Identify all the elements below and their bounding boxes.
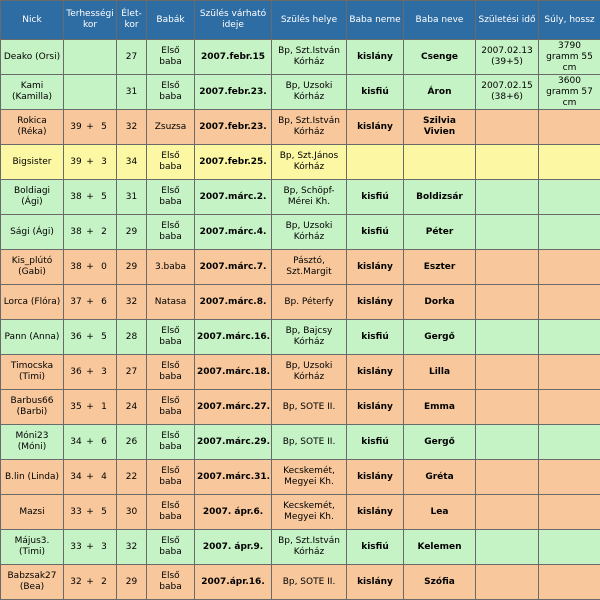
cell-age: 32 — [117, 530, 147, 565]
cell-weight-length — [539, 285, 600, 320]
table-row — [1, 110, 600, 145]
cell-birth-place: Kecskemét, Megyei Kh. — [272, 495, 347, 530]
cell-birth-time — [476, 180, 539, 215]
cell-age: 30 — [117, 495, 147, 530]
cell-babies: Első baba — [147, 425, 195, 460]
cell-baby-name: Áron — [404, 75, 476, 110]
cell-pregnancy-age — [64, 565, 117, 600]
cell-babies: Első baba — [147, 495, 195, 530]
cell-age: 22 — [117, 460, 147, 495]
cell-nick: Boldiagi (Ági) — [1, 180, 64, 215]
cell-baby-name: Gréta — [404, 460, 476, 495]
cell-birth-time — [476, 145, 539, 180]
cell-birth-time — [476, 565, 539, 600]
cell-baby-sex: kislány — [347, 110, 404, 145]
cell-pregnancy-age — [64, 320, 117, 355]
cell-birth-time — [476, 460, 539, 495]
cell-birth-place: Bp, Szt.János Kórház — [272, 145, 347, 180]
cell-age: 27 — [117, 40, 147, 75]
cell-baby-name: Csenge — [404, 40, 476, 75]
cell-babies: Első baba — [147, 40, 195, 75]
cell-pregnancy-age — [64, 180, 117, 215]
cell-weight-length — [539, 250, 600, 285]
cell-birth-time — [476, 530, 539, 565]
cell-baby-sex: kisfiú — [347, 530, 404, 565]
cell-age: 31 — [117, 75, 147, 110]
cell-due-date: 2007.febr.23. — [195, 75, 272, 110]
cell-nick: Bigsister — [1, 145, 64, 180]
cell-nick: Kis_plútó (Gabi) — [1, 250, 64, 285]
cell-baby-name: Boldizsár — [404, 180, 476, 215]
pregnancy-plus: + — [86, 541, 94, 552]
header-birth-place: Szülés helye — [272, 1, 347, 40]
cell-birth-time: 2007.02.15 (38+6) — [476, 75, 539, 110]
pregnancy-days: 6 — [101, 436, 107, 447]
cell-baby-sex: kislány — [347, 460, 404, 495]
cell-nick: Rokica (Réka) — [1, 110, 64, 145]
cell-baby-sex: kislány — [347, 390, 404, 425]
cell-baby-name: Kelemen — [404, 530, 476, 565]
cell-due-date: 2007.febr.15 — [195, 40, 272, 75]
cell-babies: Natasa — [147, 285, 195, 320]
pregnancy-weeks: 33 — [70, 506, 82, 517]
cell-pregnancy-age — [64, 495, 117, 530]
cell-nick: Május3. (Timi) — [1, 530, 64, 565]
pregnancy-plus: + — [86, 261, 94, 272]
cell-baby-name: Szófia — [404, 565, 476, 600]
cell-babies: Zsuzsa — [147, 110, 195, 145]
cell-baby-name: Lilla — [404, 355, 476, 390]
cell-birth-place: Bp, Szt.István Kórház — [272, 40, 347, 75]
pregnancy-days: 1 — [101, 401, 107, 412]
cell-due-date: 2007.márc.2. — [195, 180, 272, 215]
cell-birth-time — [476, 215, 539, 250]
cell-weight-length — [539, 145, 600, 180]
header-babies: Babák — [147, 1, 195, 40]
table-row — [1, 355, 600, 390]
pregnancy-weeks: 33 — [70, 541, 82, 552]
cell-nick: Kami (Kamilla) — [1, 75, 64, 110]
pregnancy-weeks: 38 — [70, 191, 82, 202]
cell-weight-length: 3600 gramm 57 cm — [539, 75, 600, 110]
cell-nick: Lorca (Flóra) — [1, 285, 64, 320]
pregnancy-plus: + — [86, 471, 94, 482]
pregnancy-weeks: 35 — [70, 401, 82, 412]
pregnancy-weeks: 39 — [70, 156, 82, 167]
pregnancy-plus: + — [86, 401, 94, 412]
cell-baby-name: Gergő — [404, 425, 476, 460]
cell-baby-sex: kisfiú — [347, 180, 404, 215]
cell-baby-sex: kislány — [347, 285, 404, 320]
cell-due-date: 2007.márc.4. — [195, 215, 272, 250]
cell-babies: Első baba — [147, 355, 195, 390]
cell-age: 34 — [117, 145, 147, 180]
pregnancy-days: 6 — [101, 296, 107, 307]
pregnancy-plus: + — [86, 191, 94, 202]
cell-birth-time — [476, 495, 539, 530]
pregnancy-days: 3 — [101, 156, 107, 167]
cell-birth-place: Bp, SOTE II. — [272, 425, 347, 460]
cell-pregnancy-age — [64, 40, 117, 75]
cell-babies: Első baba — [147, 145, 195, 180]
table-row — [1, 565, 600, 600]
pregnancy-days: 4 — [101, 471, 107, 482]
cell-birth-place: Bp, Bajcsy Kórház — [272, 320, 347, 355]
cell-birth-place: Bp. Péterfy — [272, 285, 347, 320]
table-row — [1, 390, 600, 425]
pregnancy-weeks: 38 — [70, 261, 82, 272]
cell-birth-place: Bp, Szt.István Kórház — [272, 530, 347, 565]
pregnancy-plus: + — [86, 331, 94, 342]
pregnancy-weeks: 34 — [70, 471, 82, 482]
header-row — [1, 1, 600, 40]
cell-babies: Első baba — [147, 320, 195, 355]
cell-babies: Első baba — [147, 390, 195, 425]
cell-age: 24 — [117, 390, 147, 425]
table-row — [1, 320, 600, 355]
cell-baby-sex: kisfiú — [347, 75, 404, 110]
header-age: Élet-kor — [117, 1, 147, 40]
cell-birth-time — [476, 320, 539, 355]
pregnancy-weeks: 38 — [70, 226, 82, 237]
cell-birth-place: Bp, Schöpf-Mérei Kh. — [272, 180, 347, 215]
pregnancy-days: 3 — [101, 366, 107, 377]
pregnancy-weeks: 36 — [70, 331, 82, 342]
cell-pregnancy-age — [64, 110, 117, 145]
pregnancy-plus: + — [86, 506, 94, 517]
cell-pregnancy-age — [64, 530, 117, 565]
cell-pregnancy-age — [64, 215, 117, 250]
cell-nick: Móni23 (Móni) — [1, 425, 64, 460]
cell-baby-name: Szilvia Vivien — [404, 110, 476, 145]
table-row — [1, 75, 600, 110]
cell-baby-sex: kislány — [347, 495, 404, 530]
cell-baby-sex: kislány — [347, 565, 404, 600]
cell-weight-length — [539, 460, 600, 495]
pregnancy-days: 3 — [101, 541, 107, 552]
cell-due-date: 2007.márc.8. — [195, 285, 272, 320]
cell-nick: Mazsi — [1, 495, 64, 530]
pregnancy-days: 0 — [101, 261, 107, 272]
pregnancy-weeks: 36 — [70, 366, 82, 377]
header-baby-sex: Baba neme — [347, 1, 404, 40]
cell-weight-length — [539, 390, 600, 425]
cell-due-date: 2007.márc.27. — [195, 390, 272, 425]
pregnancy-plus: + — [86, 226, 94, 237]
cell-baby-sex: kislány — [347, 40, 404, 75]
cell-due-date: 2007.márc.31. — [195, 460, 272, 495]
cell-age: 29 — [117, 215, 147, 250]
table-row — [1, 530, 600, 565]
cell-babies: Első baba — [147, 460, 195, 495]
table-row — [1, 285, 600, 320]
cell-age: 29 — [117, 250, 147, 285]
cell-babies: 3.baba — [147, 250, 195, 285]
cell-baby-name: Dorka — [404, 285, 476, 320]
cell-age: 31 — [117, 180, 147, 215]
cell-weight-length — [539, 530, 600, 565]
cell-babies: Első baba — [147, 565, 195, 600]
header-pregnancy-age: Terhességi kor — [64, 1, 117, 40]
pregnancy-days: 2 — [101, 576, 107, 587]
cell-due-date: 2007.márc.29. — [195, 425, 272, 460]
cell-due-date: 2007.márc.7. — [195, 250, 272, 285]
table-row — [1, 495, 600, 530]
header-weight-length: Súly, hossz — [539, 1, 600, 40]
cell-pregnancy-age — [64, 460, 117, 495]
pregnancy-plus: + — [86, 576, 94, 587]
cell-baby-sex: kislány — [347, 355, 404, 390]
pregnancy-days: 2 — [101, 226, 107, 237]
cell-nick: Timocska (Timi) — [1, 355, 64, 390]
cell-weight-length — [539, 110, 600, 145]
pregnancy-days: 5 — [101, 191, 107, 202]
header-baby-name: Baba neve — [404, 1, 476, 40]
table-row — [1, 180, 600, 215]
cell-pregnancy-age — [64, 75, 117, 110]
table-row — [1, 145, 600, 180]
cell-nick: B.lin (Linda) — [1, 460, 64, 495]
pregnancy-days: 5 — [101, 506, 107, 517]
cell-age: 28 — [117, 320, 147, 355]
cell-birth-time — [476, 285, 539, 320]
cell-weight-length: 3790 gramm 55 cm — [539, 40, 600, 75]
pregnancy-plus: + — [86, 121, 94, 132]
cell-weight-length — [539, 495, 600, 530]
cell-age: 26 — [117, 425, 147, 460]
cell-weight-length — [539, 320, 600, 355]
cell-nick: Pann (Anna) — [1, 320, 64, 355]
cell-birth-time: 2007.02.13 (39+5) — [476, 40, 539, 75]
pregnancy-plus: + — [86, 296, 94, 307]
cell-baby-sex — [347, 145, 404, 180]
pregnancy-days: 5 — [101, 121, 107, 132]
cell-weight-length — [539, 355, 600, 390]
header-nick: Nick — [1, 1, 64, 40]
cell-pregnancy-age — [64, 355, 117, 390]
cell-birth-place: Bp, SOTE II. — [272, 565, 347, 600]
cell-weight-length — [539, 565, 600, 600]
cell-birth-place: Kecskemét, Megyei Kh. — [272, 460, 347, 495]
cell-birth-place: Bp, Uzsoki Kórház — [272, 355, 347, 390]
cell-baby-sex: kisfiú — [347, 215, 404, 250]
cell-due-date: 2007.febr.25. — [195, 145, 272, 180]
cell-babies: Első baba — [147, 75, 195, 110]
cell-babies: Első baba — [147, 530, 195, 565]
cell-pregnancy-age — [64, 425, 117, 460]
cell-nick: Sági (Ági) — [1, 215, 64, 250]
cell-birth-time — [476, 390, 539, 425]
cell-birth-place: Bp, Szt.István Kórház — [272, 110, 347, 145]
cell-baby-name: Gergő — [404, 320, 476, 355]
cell-baby-sex: kislány — [347, 250, 404, 285]
header-due-date: Szülés várható ideje — [195, 1, 272, 40]
cell-due-date: 2007.márc.16. — [195, 320, 272, 355]
cell-pregnancy-age — [64, 145, 117, 180]
table-row — [1, 215, 600, 250]
cell-nick: Barbus66 (Barbi) — [1, 390, 64, 425]
cell-pregnancy-age — [64, 285, 117, 320]
cell-age: 27 — [117, 355, 147, 390]
cell-pregnancy-age — [64, 390, 117, 425]
cell-birth-place: Pásztó, Szt.Margit — [272, 250, 347, 285]
cell-birth-time — [476, 110, 539, 145]
cell-age: 29 — [117, 565, 147, 600]
table-row — [1, 460, 600, 495]
cell-nick: Deako (Orsi) — [1, 40, 64, 75]
cell-baby-name: Emma — [404, 390, 476, 425]
cell-age: 32 — [117, 110, 147, 145]
cell-babies: Első baba — [147, 215, 195, 250]
pregnancy-weeks: 39 — [70, 121, 82, 132]
cell-birth-place: Bp, SOTE II. — [272, 390, 347, 425]
cell-due-date: 2007.márc.18. — [195, 355, 272, 390]
cell-weight-length — [539, 215, 600, 250]
cell-baby-name — [404, 145, 476, 180]
cell-birth-place: Bp, Uzsoki Kórház — [272, 75, 347, 110]
cell-due-date: 2007. ápr.6. — [195, 495, 272, 530]
cell-baby-sex: kisfiú — [347, 320, 404, 355]
table-row — [1, 40, 600, 75]
pregnancy-plus: + — [86, 436, 94, 447]
cell-birth-time — [476, 250, 539, 285]
cell-birth-place: Bp, Uzsoki Kórház — [272, 215, 347, 250]
pregnancy-plus: + — [86, 366, 94, 377]
cell-babies: Első baba — [147, 180, 195, 215]
cell-birth-time — [476, 425, 539, 460]
cell-weight-length — [539, 180, 600, 215]
cell-age: 32 — [117, 285, 147, 320]
pregnancy-weeks: 37 — [70, 296, 82, 307]
cell-due-date: 2007.febr.23. — [195, 110, 272, 145]
cell-birth-time — [476, 355, 539, 390]
pregnancy-days: 5 — [101, 331, 107, 342]
cell-nick: Babzsak27 (Bea) — [1, 565, 64, 600]
pregnancy-weeks: 34 — [70, 436, 82, 447]
table-row — [1, 425, 600, 460]
cell-pregnancy-age — [64, 250, 117, 285]
cell-baby-name: Lea — [404, 495, 476, 530]
pregnancy-weeks: 32 — [70, 576, 82, 587]
cell-due-date: 2007. ápr.9. — [195, 530, 272, 565]
cell-baby-name: Péter — [404, 215, 476, 250]
header-birth-time: Születési idő — [476, 1, 539, 40]
table-row — [1, 250, 600, 285]
pregnancy-plus: + — [86, 156, 94, 167]
cell-weight-length — [539, 425, 600, 460]
cell-baby-name: Eszter — [404, 250, 476, 285]
cell-due-date: 2007.ápr.16. — [195, 565, 272, 600]
cell-baby-sex: kisfiú — [347, 425, 404, 460]
